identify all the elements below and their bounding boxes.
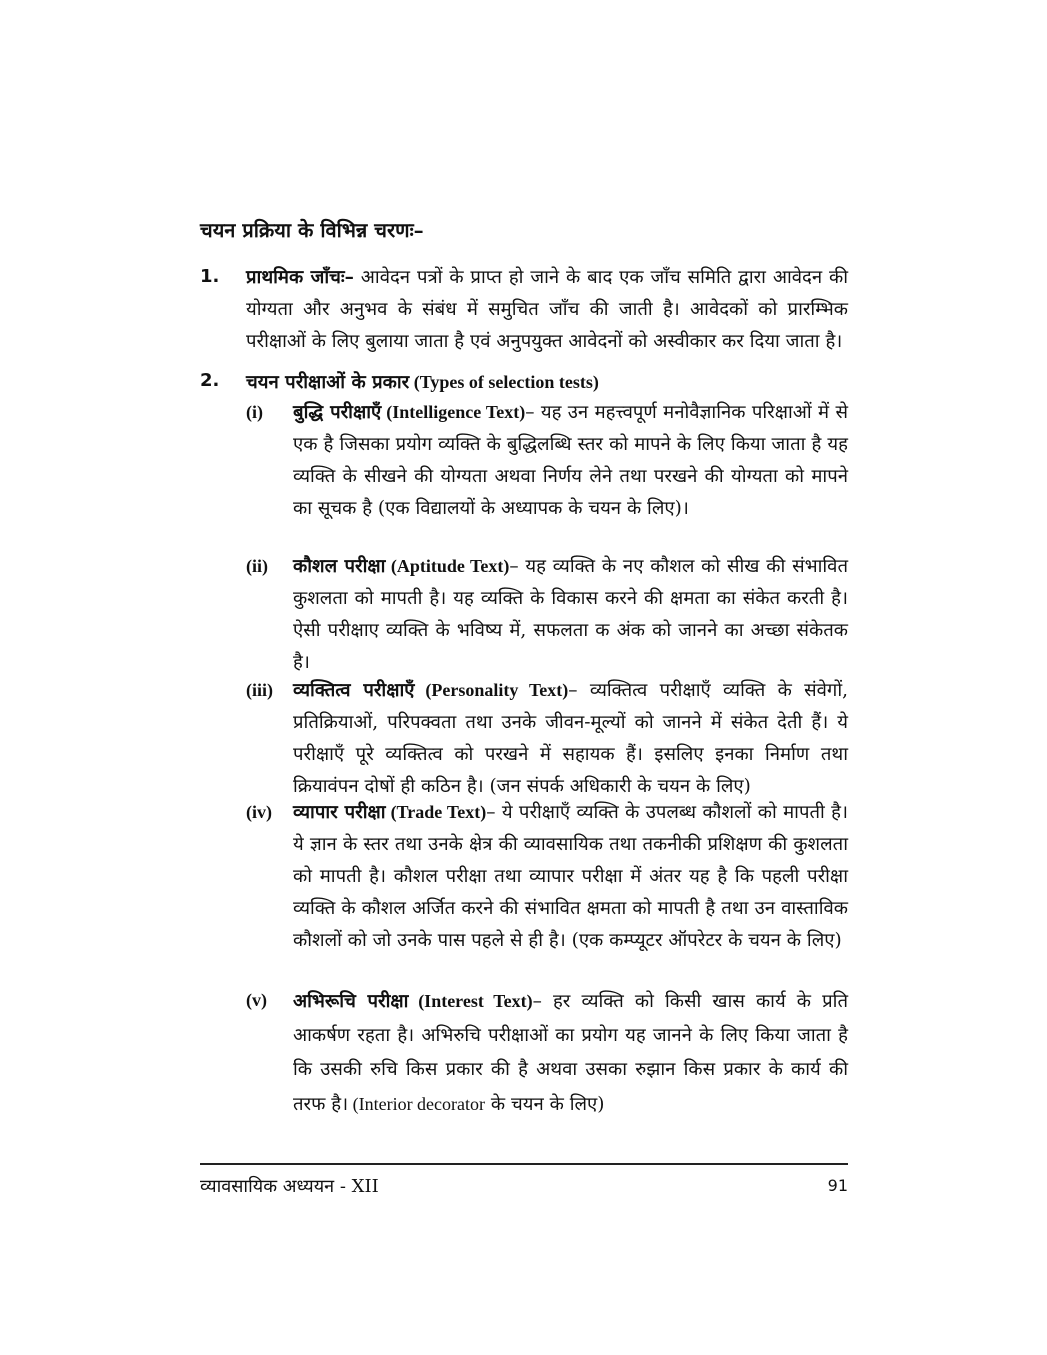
subitem-title: कौशल परीक्षा [293,556,386,577]
subitem-number: (iii) [246,680,273,700]
list-item-2 [200,366,848,399]
subitem-interest-test [246,984,848,1122]
subitem-personality-test [246,674,848,803]
subitem-text: – यह व्यक्ति के नए कौशल को सीख की संभावित कुशलता को मापती है। यह व्यक्ति के विकास करने की क्षमता का संकेत करती है। ऐसी परीक्षाए व्यक्ति के भविष्य में, सफलता क अंक को जानने का अच्छा संकेतक है। [293,556,848,673]
list-item-1 [200,262,848,358]
subitem-number: (iv) [246,802,272,822]
subitem-body [293,984,848,1122]
item-body [246,366,848,399]
subitem-text: – यह उन महत्त्वपूर्ण मनोवैज्ञानिक परिक्षाओं में से एक है जिसका प्रयोग व्यक्ति के बुद्धिलब्धि स्तर को मापने के लिए किया जाता है यह व्यक्ति के सीखने की योग्यता अथवा निर्णय लेने तथा परखने की योग्यता को मापने का सूचक है (एक विद्यालयों के अध्यापक के चयन के लिए)। [293,402,849,519]
item-english-title: (Types of selection tests) [409,372,599,392]
item-title: प्राथमिक जाँचः– [246,267,354,288]
page-number: 91 [827,1176,848,1195]
subitem-text: – व्यक्तित्व परीक्षाएँ व्यक्ति के संवेगों, प्रतिक्रियाओं, परिपक्वता तथा उनके जीवन-मूल्यों को जानने में संकेत देती हैं। ये परीक्षाएँ पूरे व्यक्तित्व को परखने में सहायक हैं। इसलिए इनका निर्माण तथा क्रियावंपन दोषों ही कठिन है। (जन संपर्क अधिकारी के चयन के लिए) [293,680,849,797]
subitem-body [293,396,848,525]
subitem-number: (i) [246,402,263,422]
item-body [246,262,848,358]
subitem-intelligence-test [246,396,848,525]
subitem-text: – ये परीक्षाएँ व्यक्ति के उपलब्ध कौशलों को मापती है। ये ज्ञान के स्तर तथा उनके क्षेत्र की व्यावसायिक तथा तकनीकी प्रशिक्षण की कुशलता को मापती है। कौशल परीक्षा तथा व्यापार परीक्षा में अंतर यह है कि पहली परीक्षा व्यक्ति के कौशल अर्जित करने की संभावित क्षमता को मापती है तथा उन वास्ताविक कौशलों को जो उनके पास पहले से ही है। (एक कम्प्यूटर ऑपरेटर के चयन के लिए) [293,802,849,951]
subitem-title: व्यापार परीक्षा [293,802,386,823]
subitem-aptitude-test [246,550,848,679]
subitem-number: (v) [246,990,267,1010]
item-number: 1. [200,266,220,287]
subitem-english-tail: (Interior decorator [348,1094,486,1114]
item-title: चयन परीक्षाओं के प्रकार [246,372,410,393]
subitem-title: व्यक्तित्व परीक्षाएँ [293,680,415,701]
subitem-body [293,550,848,679]
subitem-english-title: (Personality Text) [414,680,569,700]
item-text: आवेदन पत्रों के प्राप्त हो जाने के बाद एक जाँच समिति द्वारा आवेदन की योग्यता और अनुभव के संबंध में समुचित जाँच की जाती है। आवेदकों को प्रारम्भिक परीक्षाओं के लिए बुलाया जाता है एवं अनुपयुक्त आवेदनों को अस्वीकार कर दिया जाता है। [246,267,849,352]
subitem-title: बुद्धि परीक्षाएँ [293,402,382,423]
footer-book-title: व्यावसायिक अध्ययन - XII [200,1176,379,1197]
section-heading: चयन प्रक्रिया के विभिन्न चरणः– [200,218,424,242]
subitem-text-tail: के चयन के लिए) [485,1094,605,1115]
subitem-body [293,674,848,803]
item-number: 2. [200,370,220,391]
subitem-title: अभिरूचि परीक्षा [293,991,409,1012]
subitem-english-title: (Aptitude Text) [385,556,510,576]
subitem-english-title: (Trade Text) [385,802,487,822]
subitem-trade-test [246,796,848,957]
subitem-number: (ii) [246,556,268,576]
subitem-text: – हर व्यक्ति को किसी खास कार्य के प्रति आकर्षण रहता है। अभिरुचि परीक्षाओं का प्रयोग यह जानने के लिए किया जाता है कि उसकी रुचि किस प्रकार की है अथवा उसका रुझान किस प्रकार के कार्य की तरफ है। [293,991,848,1115]
subitem-english-title: (Intelligence Text) [381,402,526,422]
subitem-body [293,796,848,957]
subitem-english-title: (Interest Text) [408,991,533,1011]
footer-divider [200,1163,848,1165]
